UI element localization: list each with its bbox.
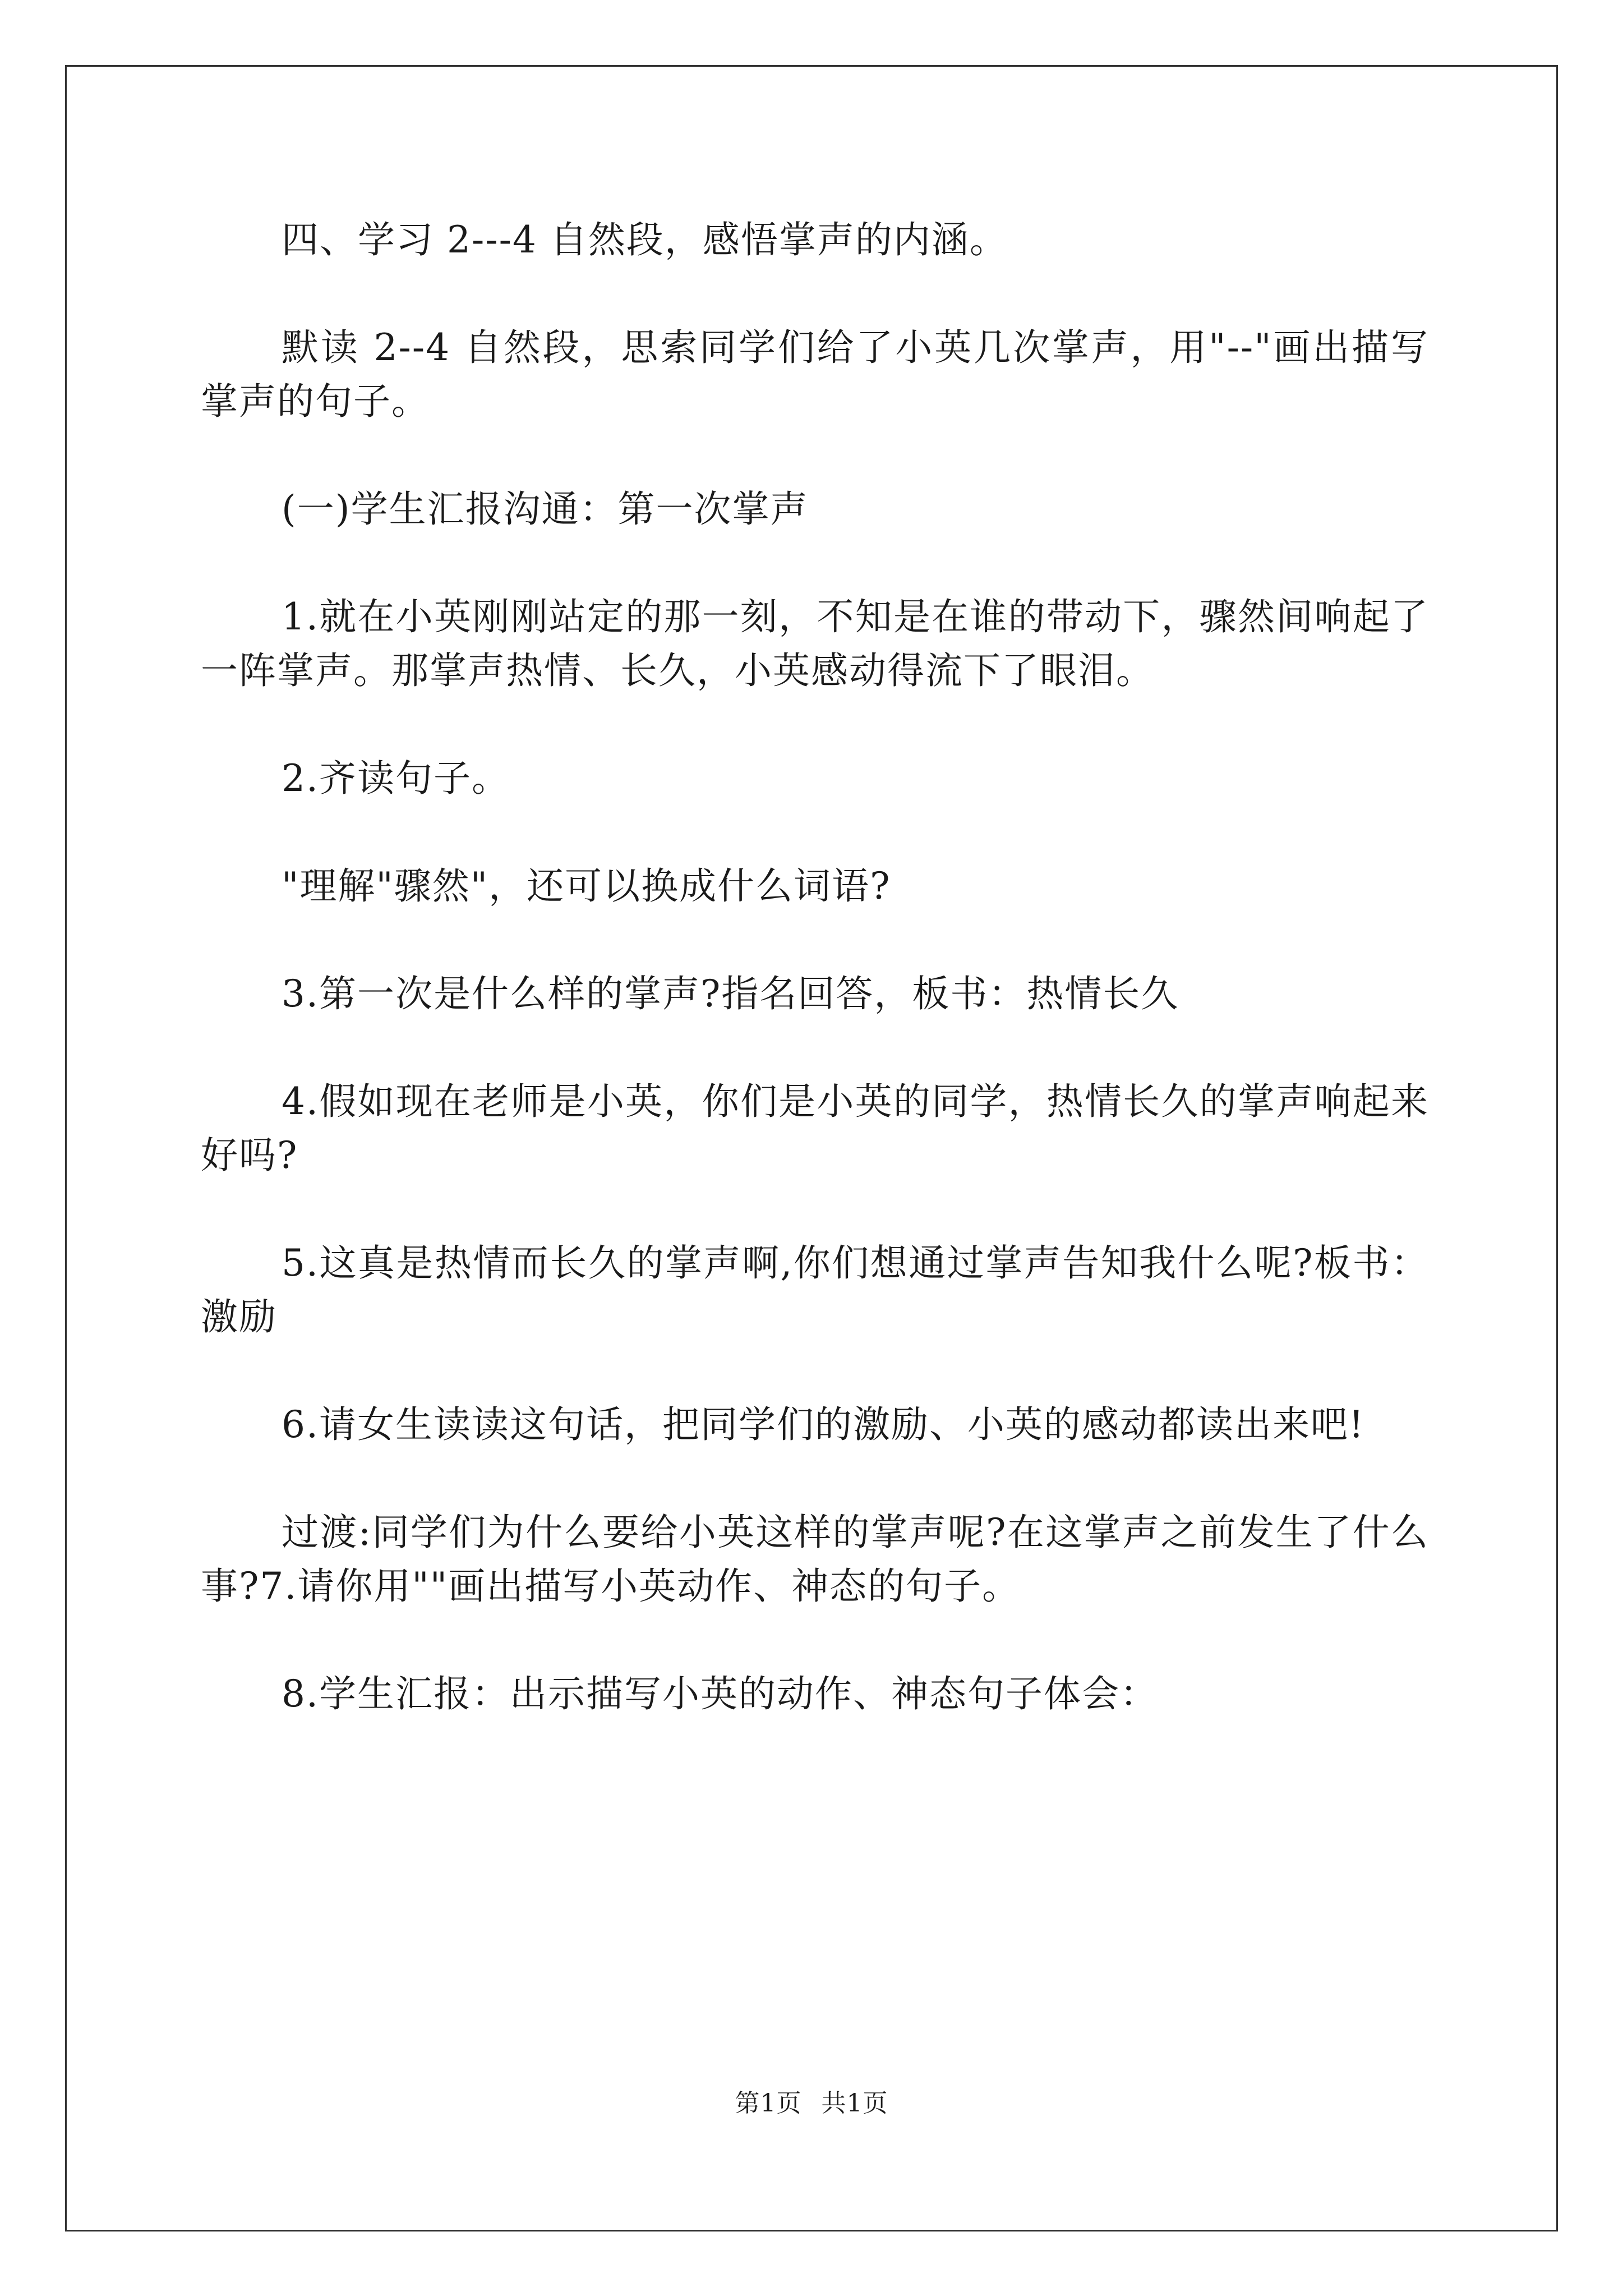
paragraph-item-1: 1.就在小英刚刚站定的那一刻，不知是在谁的带动下，骤然间响起了一阵掌声。那掌声热情、长久，小英感动得流下了眼泪。 [201, 595, 1429, 692]
paragraph-item-8: 8.学生汇报：出示描写小英的动作、神态句子体会： [282, 1672, 1158, 1715]
page-number-total: 共1页 [821, 2089, 888, 2118]
page-number-current: 第1页 [735, 2089, 802, 2118]
subsection-heading: (一)学生汇报沟通：第一次掌声 [282, 487, 809, 531]
paragraph-item-6: 6.请女生读读这句话，把同学们的激励、小英的感动都读出来吧! [282, 1403, 1365, 1446]
paragraph-question: "理解"骤然"，还可以换成什么词语? [282, 864, 891, 908]
paragraph-item-2: 2.齐读句子。 [282, 757, 510, 800]
section-heading: 四、学习 2---4 自然段，感悟掌声的内涵。 [282, 218, 1008, 261]
document-body [201, 213, 1429, 1775]
paragraph-transition: 过渡:同学们为什么要给小英这样的掌声呢?在这掌声之前发生了什么事?7.请你用""画出描写小英动作、神态的句子。 [201, 1511, 1429, 1608]
paragraph-item-3: 3.第一次是什么样的掌声?指名回答，板书：热情长久 [282, 972, 1179, 1015]
paragraph-item-5: 5.这真是热情而长久的掌声啊,你们想通过掌声告知我什么呢?板书：激励 [201, 1241, 1429, 1338]
paragraph-item-4: 4.假如现在老师是小英，你们是小英的同学，热情长久的掌声响起来好吗? [201, 1080, 1429, 1177]
paragraph-instruction: 默读 2--4 自然段，思索同学们给了小英几次掌声，用"--"画出描写掌声的句子。 [201, 326, 1429, 423]
page-footer [0, 2087, 1623, 2120]
